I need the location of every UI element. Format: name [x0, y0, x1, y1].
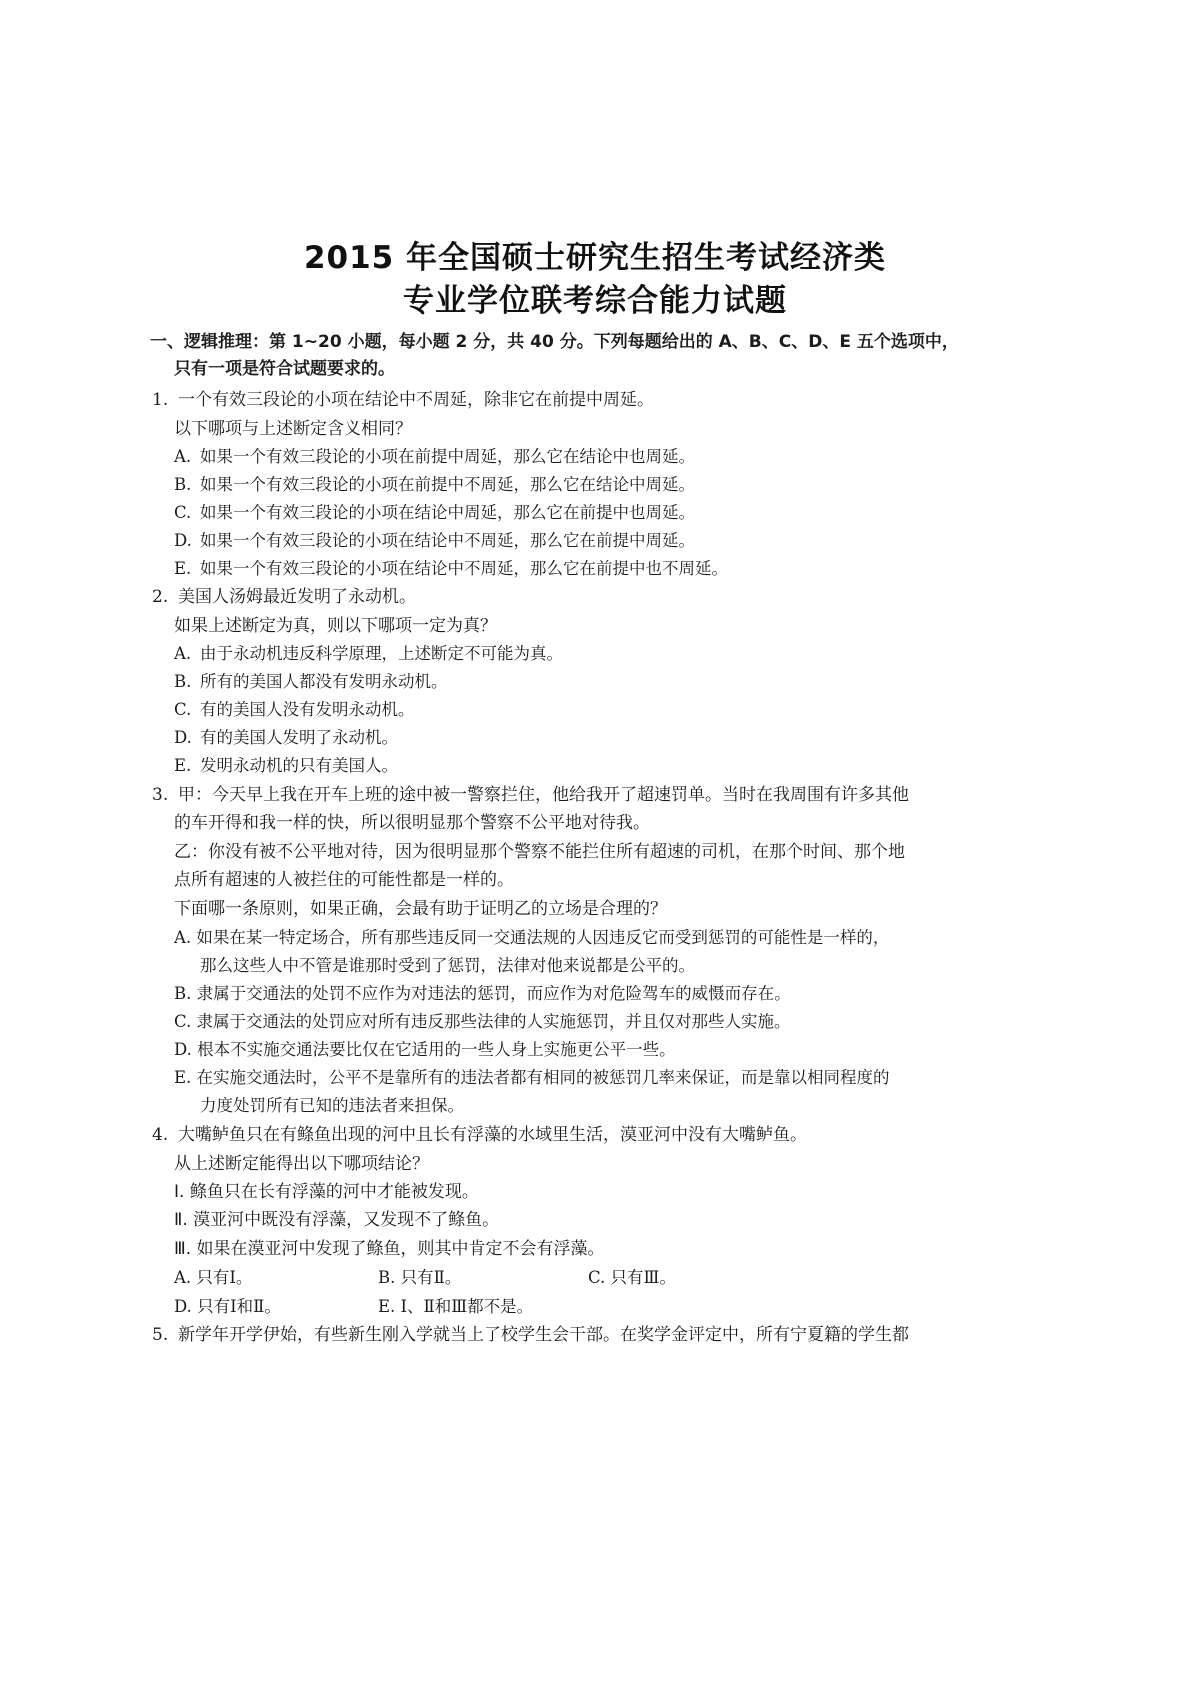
question-3-stem-line2: 的车开得和我一样的快，所以很明显那个警察不公平地对待我。: [174, 813, 650, 833]
section-heading-cont: 只有一项是符合试题要求的。: [174, 359, 395, 379]
question-text: 一个有效三段论的小项在结论中不周延，除非它在前提中周延。: [178, 390, 654, 410]
question-1-stem: [152, 389, 654, 411]
question-number: 5.: [152, 1325, 169, 1345]
question-3-option-a-cont: 那么这些人中不管是谁那时受到了惩罚，法律对他来说都是公平的。: [200, 956, 695, 975]
question-3-stem-line4: 点所有超速的人被拦住的可能性都是一样的。: [174, 870, 514, 890]
question-1-option-b: B. 如果一个有效三段论的小项在前提中不周延，那么它在结论中周延。: [174, 475, 695, 494]
question-text: 大嘴鲈鱼只在有鲦鱼出现的河中且长有浮藻的水域里生活，漠亚河中没有大嘴鲈鱼。: [178, 1125, 807, 1145]
question-3-stem-line3: 乙：你没有被不公平地对待，因为很明显那个警察不能拦住所有超速的司机，在那个时间、那个地: [174, 842, 905, 862]
question-5-stem: [152, 1324, 909, 1346]
question-4-option-b: B. 只有Ⅱ。: [378, 1268, 462, 1287]
question-2-option-b: B. 所有的美国人都没有发明永动机。: [174, 672, 448, 691]
question-number: 1.: [152, 390, 169, 410]
question-3-option-e-cont: 力度处罚所有已知的违法者来担保。: [200, 1096, 464, 1115]
question-1-option-a: A. 如果一个有效三段论的小项在前提中周延，那么它在结论中也周延。: [174, 447, 695, 466]
question-4-statement-3: Ⅲ. 如果在漠亚河中发现了鲦鱼，则其中肯定不会有浮藻。: [174, 1239, 605, 1259]
question-2-ask: 如果上述断定为真，则以下哪项一定为真？: [174, 616, 497, 636]
question-3-option-c: C. 隶属于交通法的处罚应对所有违反那些法律的人实施惩罚，并且仅对那些人实施。: [174, 1012, 791, 1031]
question-1-option-e: E. 如果一个有效三段论的小项在结论中不周延，那么它在前提中也不周延。: [174, 559, 728, 578]
question-4-option-d: D. 只有Ⅰ和Ⅱ。: [174, 1297, 281, 1316]
question-2-option-d: D. 有的美国人发明了永动机。: [174, 728, 398, 747]
question-2-option-a: A. 由于永动机违反科学原理，上述断定不可能为真。: [174, 644, 563, 663]
question-4-ask: 从上述断定能得出以下哪项结论？: [174, 1154, 429, 1174]
question-4-stem: [152, 1124, 807, 1146]
question-4-statement-1: Ⅰ. 鲦鱼只在长有浮藻的河中才能被发现。: [174, 1182, 479, 1202]
question-1-ask: 以下哪项与上述断定含义相同？: [174, 419, 412, 439]
question-number: 2.: [152, 587, 169, 607]
question-number: 4.: [152, 1125, 169, 1145]
question-3-ask: 下面哪一条原则，如果正确，会最有助于证明乙的立场是合理的？: [174, 899, 667, 919]
question-number: 3.: [152, 785, 169, 805]
question-1-option-c: C. 如果一个有效三段论的小项在结论中周延，那么它在前提中也周延。: [174, 503, 695, 522]
exam-title-line1: 2015 年全国硕士研究生招生考试经济类: [303, 240, 887, 276]
question-4-option-e: E. Ⅰ、Ⅱ和Ⅲ都不是。: [378, 1297, 534, 1316]
question-text: 美国人汤姆最近发明了永动机。: [178, 587, 416, 607]
question-3-option-a: A. 如果在某一特定场合，所有那些违反同一交通法规的人因违反它而受到惩罚的可能性是一样的，: [174, 928, 890, 947]
question-2-stem: [152, 586, 416, 608]
question-1-option-d: D. 如果一个有效三段论的小项在结论中不周延，那么它在前提中周延。: [174, 531, 695, 550]
question-text: 甲：今天早上我在开车上班的途中被一警察拦住，他给我开了超速罚单。当时在我周围有许多其他: [178, 785, 909, 805]
section-heading: 一、逻辑推理：第 1~20 小题，每小题 2 分，共 40 分。下列每题给出的 A、B、C、D、E 五个选项中，: [150, 332, 959, 352]
question-3-stem: [152, 784, 909, 806]
question-text: 新学年开学伊始，有些新生刚入学就当上了校学生会干部。在奖学金评定中，所有宁夏籍的学生都: [178, 1325, 909, 1345]
question-4-option-a: A. 只有Ⅰ。: [174, 1268, 253, 1287]
question-4-option-c: C. 只有Ⅲ。: [588, 1268, 676, 1287]
question-2-option-c: C. 有的美国人没有发明永动机。: [174, 700, 415, 719]
question-3-option-b: B. 隶属于交通法的处罚不应作为对违法的惩罚，而应作为对危险驾车的威慑而存在。: [174, 984, 791, 1003]
exam-title-line2: 专业学位联考综合能力试题: [403, 283, 787, 319]
question-4-statement-2: Ⅱ. 漠亚河中既没有浮藻，又发现不了鲦鱼。: [174, 1210, 500, 1230]
question-2-option-e: E. 发明永动机的只有美国人。: [174, 756, 398, 775]
question-3-option-e: E. 在实施交通法时，公平不是靠所有的违法者都有相同的被惩罚几率来保证，而是靠以相同程度的: [174, 1068, 890, 1087]
question-3-option-d: D. 根本不实施交通法要比仅在它适用的一些人身上实施更公平一些。: [174, 1040, 676, 1059]
